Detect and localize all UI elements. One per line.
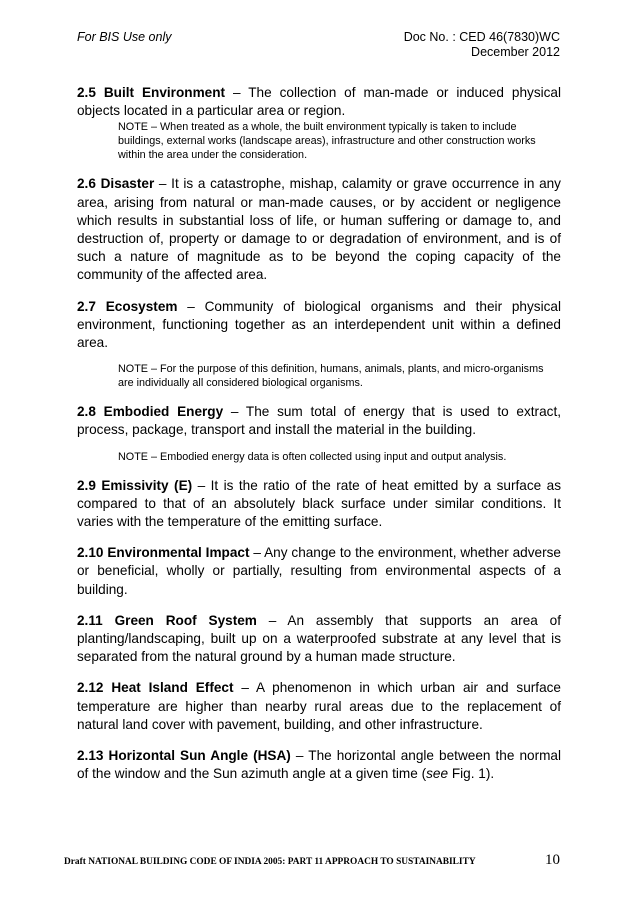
definition-2-10: 2.10 Environmental Impact – Any change to the environment, whether adverse or beneficial, wholly or partially, resulting from environmental aspects of a building. xyxy=(77,545,561,597)
clause-term: Disaster xyxy=(100,176,155,192)
definition-2-12: 2.12 Heat Island Effect – A phenomenon in which urban air and surface temperature are higher than nearby rural areas due to the replacement of natural land cover with pavement, building, and other infrastructure. xyxy=(77,680,561,732)
clause-text: Any change to the environment, whether adverse or beneficial, wholly or partially, resulting from environmental aspects of a building. xyxy=(77,545,561,597)
clause-term: Horizontal Sun Angle (HSA) xyxy=(108,748,291,764)
clause-term: Ecosystem xyxy=(105,298,178,314)
footer-title: Draft NATIONAL BUILDING CODE OF INDIA 2005: PART 11 APPROACH TO SUSTAINABILITY xyxy=(64,857,476,867)
clause-number: 2.10 xyxy=(77,545,104,561)
clause-number: 2.6 xyxy=(77,176,96,192)
definition-2-8: 2.8 Embodied Energy – The sum total of energy that is used to extract, process, package, transport and install the material in the building. xyxy=(77,404,561,438)
clause-number: 2.5 xyxy=(77,85,96,100)
clause-text: The sum total of energy that is used to extract, process, package, transport and install the material in the building. xyxy=(77,404,561,438)
clause-text: The collection of man-made or induced physical objects located in a particular area or region. xyxy=(77,85,562,119)
header-doc-info xyxy=(404,30,560,60)
see-reference: see xyxy=(426,766,449,782)
clause-number: 2.8 xyxy=(77,404,96,420)
clause-number: 2.9 xyxy=(77,477,96,493)
clause-number: 2.13 xyxy=(77,748,104,764)
definition-2-13: 2.13 Horizontal Sun Angle (HSA) – The horizontal angle between the normal of the window and the Sun azimuth angle at a given time (see Fig. 1). xyxy=(77,748,561,782)
clause-text-end: Fig. 1). xyxy=(448,766,495,782)
definition-2-7: 2.7 Ecosystem – Community of biological organisms and their physical environment, functioning together as an interdependent unit within a defined area. xyxy=(77,298,561,351)
clause-text: Community of biological organisms and their physical environment, functioning together as an interdependent unit within a defined area. xyxy=(77,298,561,351)
page-number: 10 xyxy=(545,852,560,868)
definition-2-9: 2.9 Emissivity (E) – It is the ratio of the rate of heat emitted by a surface as compared to that of an absolutely black surface under similar conditions. It varies with the temperature of the emitting surface. xyxy=(77,477,561,530)
clause-number: 2.12 xyxy=(77,680,104,696)
definition-2-5: 2.5 Built Environment – The collection of man-made or induced physical objects located in a particular area or region. xyxy=(77,85,562,119)
clause-term: Emissivity (E) xyxy=(101,477,193,493)
note-2-5: NOTE – When treated as a whole, the built environment typically is taken to include buildings, external works (landscape areas), infrastructure and other construction works within the area under the consideration. xyxy=(118,121,536,162)
clause-term: Heat Island Effect xyxy=(111,680,234,696)
note-2-8: NOTE – Embodied energy data is often collected using input and output analysis. xyxy=(118,450,507,463)
clause-number: 2.11 xyxy=(77,612,103,628)
clause-term: Green Roof System xyxy=(114,612,257,628)
clause-number: 2.7 xyxy=(77,298,96,314)
definitions-body xyxy=(77,84,561,783)
header-restriction: For BIS Use only xyxy=(77,30,172,44)
note-2-7: NOTE – For the purpose of this definition, humans, animals, plants, and micro-organisms are individually all considered biological organisms. xyxy=(118,363,544,390)
clause-term: Built Environment xyxy=(103,85,226,100)
clause-text: It is a catastrophe, mishap, calamity or grave occurrence in any area, arising from natural or man-made causes, or by accident or negligence which results in substantial loss of life, or human suffering or damage to, and destruction of, property or damage to or degradation of environment, and is of such a nature of magnitude as to be beyond the coping capacity of the community of the affected area. xyxy=(77,176,561,283)
clause-text: The horizontal angle between the normal of the window and the Sun azimuth angle at a given time ( xyxy=(77,748,561,782)
definition-2-11: 2.11 Green Roof System – An assembly that supports an area of planting/landscaping, built up on a waterproofed substrate at any level that is separated from the natural ground by a human made structure. xyxy=(77,612,561,665)
clause-text: It is the ratio of the rate of heat emitted by a surface as compared to that of an absolutely black surface under similar conditions. It varies with the temperature of the emitting surface. xyxy=(77,477,561,530)
clause-term: Environmental Impact xyxy=(107,545,250,561)
doc-number: Doc No. : CED 46(7830)WC xyxy=(403,30,560,44)
clause-text: An assembly that supports an area of planting/landscaping, built up on a waterproofed substrate at any level that is separated from the natural ground by a human made structure. xyxy=(77,612,561,665)
doc-date: December 2012 xyxy=(471,45,560,59)
clause-text: A phenomenon in which urban air and surface temperature are higher than nearby rural areas due to the replacement of natural land cover with pavement, building, and other infrastructure. xyxy=(77,680,561,732)
clause-term: Embodied Energy xyxy=(103,404,224,420)
definition-2-6: 2.6 Disaster – It is a catastrophe, mishap, calamity or grave occurrence in any area, arising from natural or man-made causes, or by accident or negligence which results in substantial loss of life, or human suffering or damage to, and destruction of, property or damage to or degradation of environment, and is of such a nature of magnitude as to be beyond the coping capacity of the community of the affected area. xyxy=(77,176,561,283)
